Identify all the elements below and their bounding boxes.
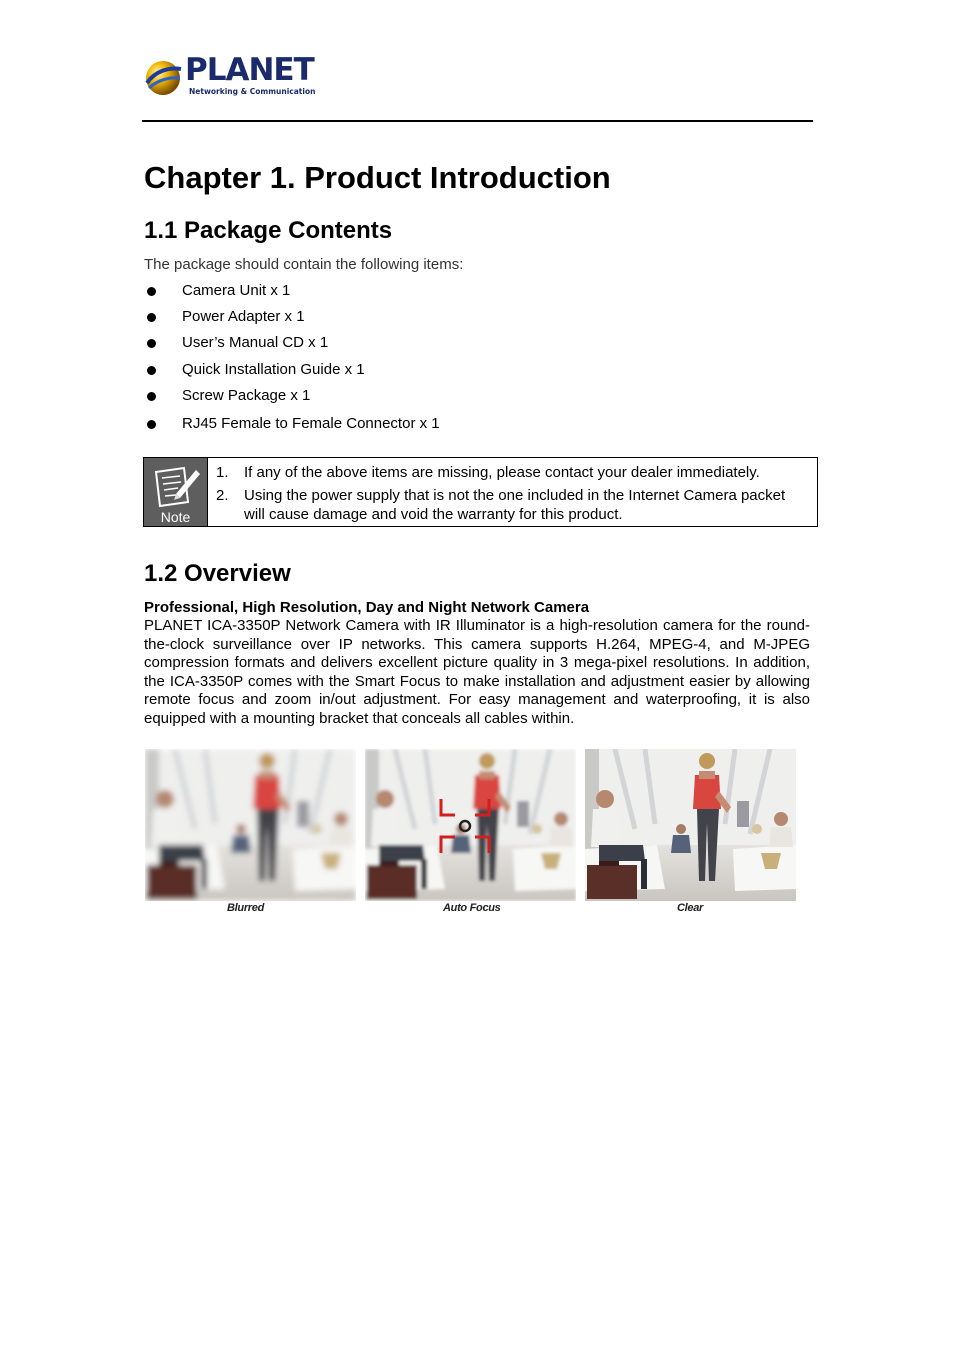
- package-intro: The package should contain the following items:: [144, 256, 464, 273]
- globe-icon: [143, 57, 183, 97]
- auto-focus-photo: [365, 749, 576, 901]
- overview-subheading: Professional, High Resolution, Day and Night Network Camera: [144, 599, 590, 616]
- caption-blurred: Blurred: [227, 902, 265, 914]
- bullet-icon: [147, 339, 156, 348]
- note-label: Note: [160, 509, 191, 525]
- overview-heading: 1.2 Overview: [144, 560, 291, 587]
- blurred-photo: [145, 749, 356, 901]
- note-icon: [144, 458, 208, 526]
- bullet-icon: [147, 366, 156, 375]
- bullet-icon: [147, 420, 156, 429]
- bullet-icon: [147, 313, 156, 322]
- caption-clear: Clear: [677, 902, 704, 914]
- brand-name: PLANET: [185, 52, 314, 88]
- list-item: 1. If any of the above items are missing, please contact your dealer immediately.: [216, 464, 760, 481]
- pen-paper-icon: [150, 464, 202, 508]
- list-item: 2. Using the power supply that is not the one included in the Internet Camera packet will cause damage and void the warranty for this product.: [216, 487, 786, 523]
- note-list: [216, 463, 806, 528]
- note-box: [143, 457, 818, 527]
- planet-logo: [143, 52, 316, 99]
- bullet-icon: [147, 287, 156, 296]
- brand-tagline: Networking & Communication: [189, 87, 316, 96]
- clear-photo: [585, 749, 796, 901]
- package-contents-heading: 1.1 Package Contents: [144, 217, 393, 244]
- overview-paragraph: PLANET ICA-3350P Network Camera with IR Illuminator is a high-resolution camera for the round-the-clock surveillance over IP networks. This camera supports H.264, MPEG-4, and M-JPEG compression formats and delivers excellent picture quality in 3 mega-pixel resolutions. In addition, the ICA-3350P comes with the Smart Focus to make installation and adjustment easier by allowing remote focus and zoom in/out adjustment. For easy management and waterproofing, it is also equipped with a mounting bracket that conceals all cables within.: [144, 617, 810, 727]
- caption-auto-focus: Auto Focus: [443, 902, 501, 914]
- chapter-title: Chapter 1. Product Introduction: [144, 160, 611, 195]
- bullet-icon: [147, 392, 156, 401]
- header-divider: [142, 120, 813, 122]
